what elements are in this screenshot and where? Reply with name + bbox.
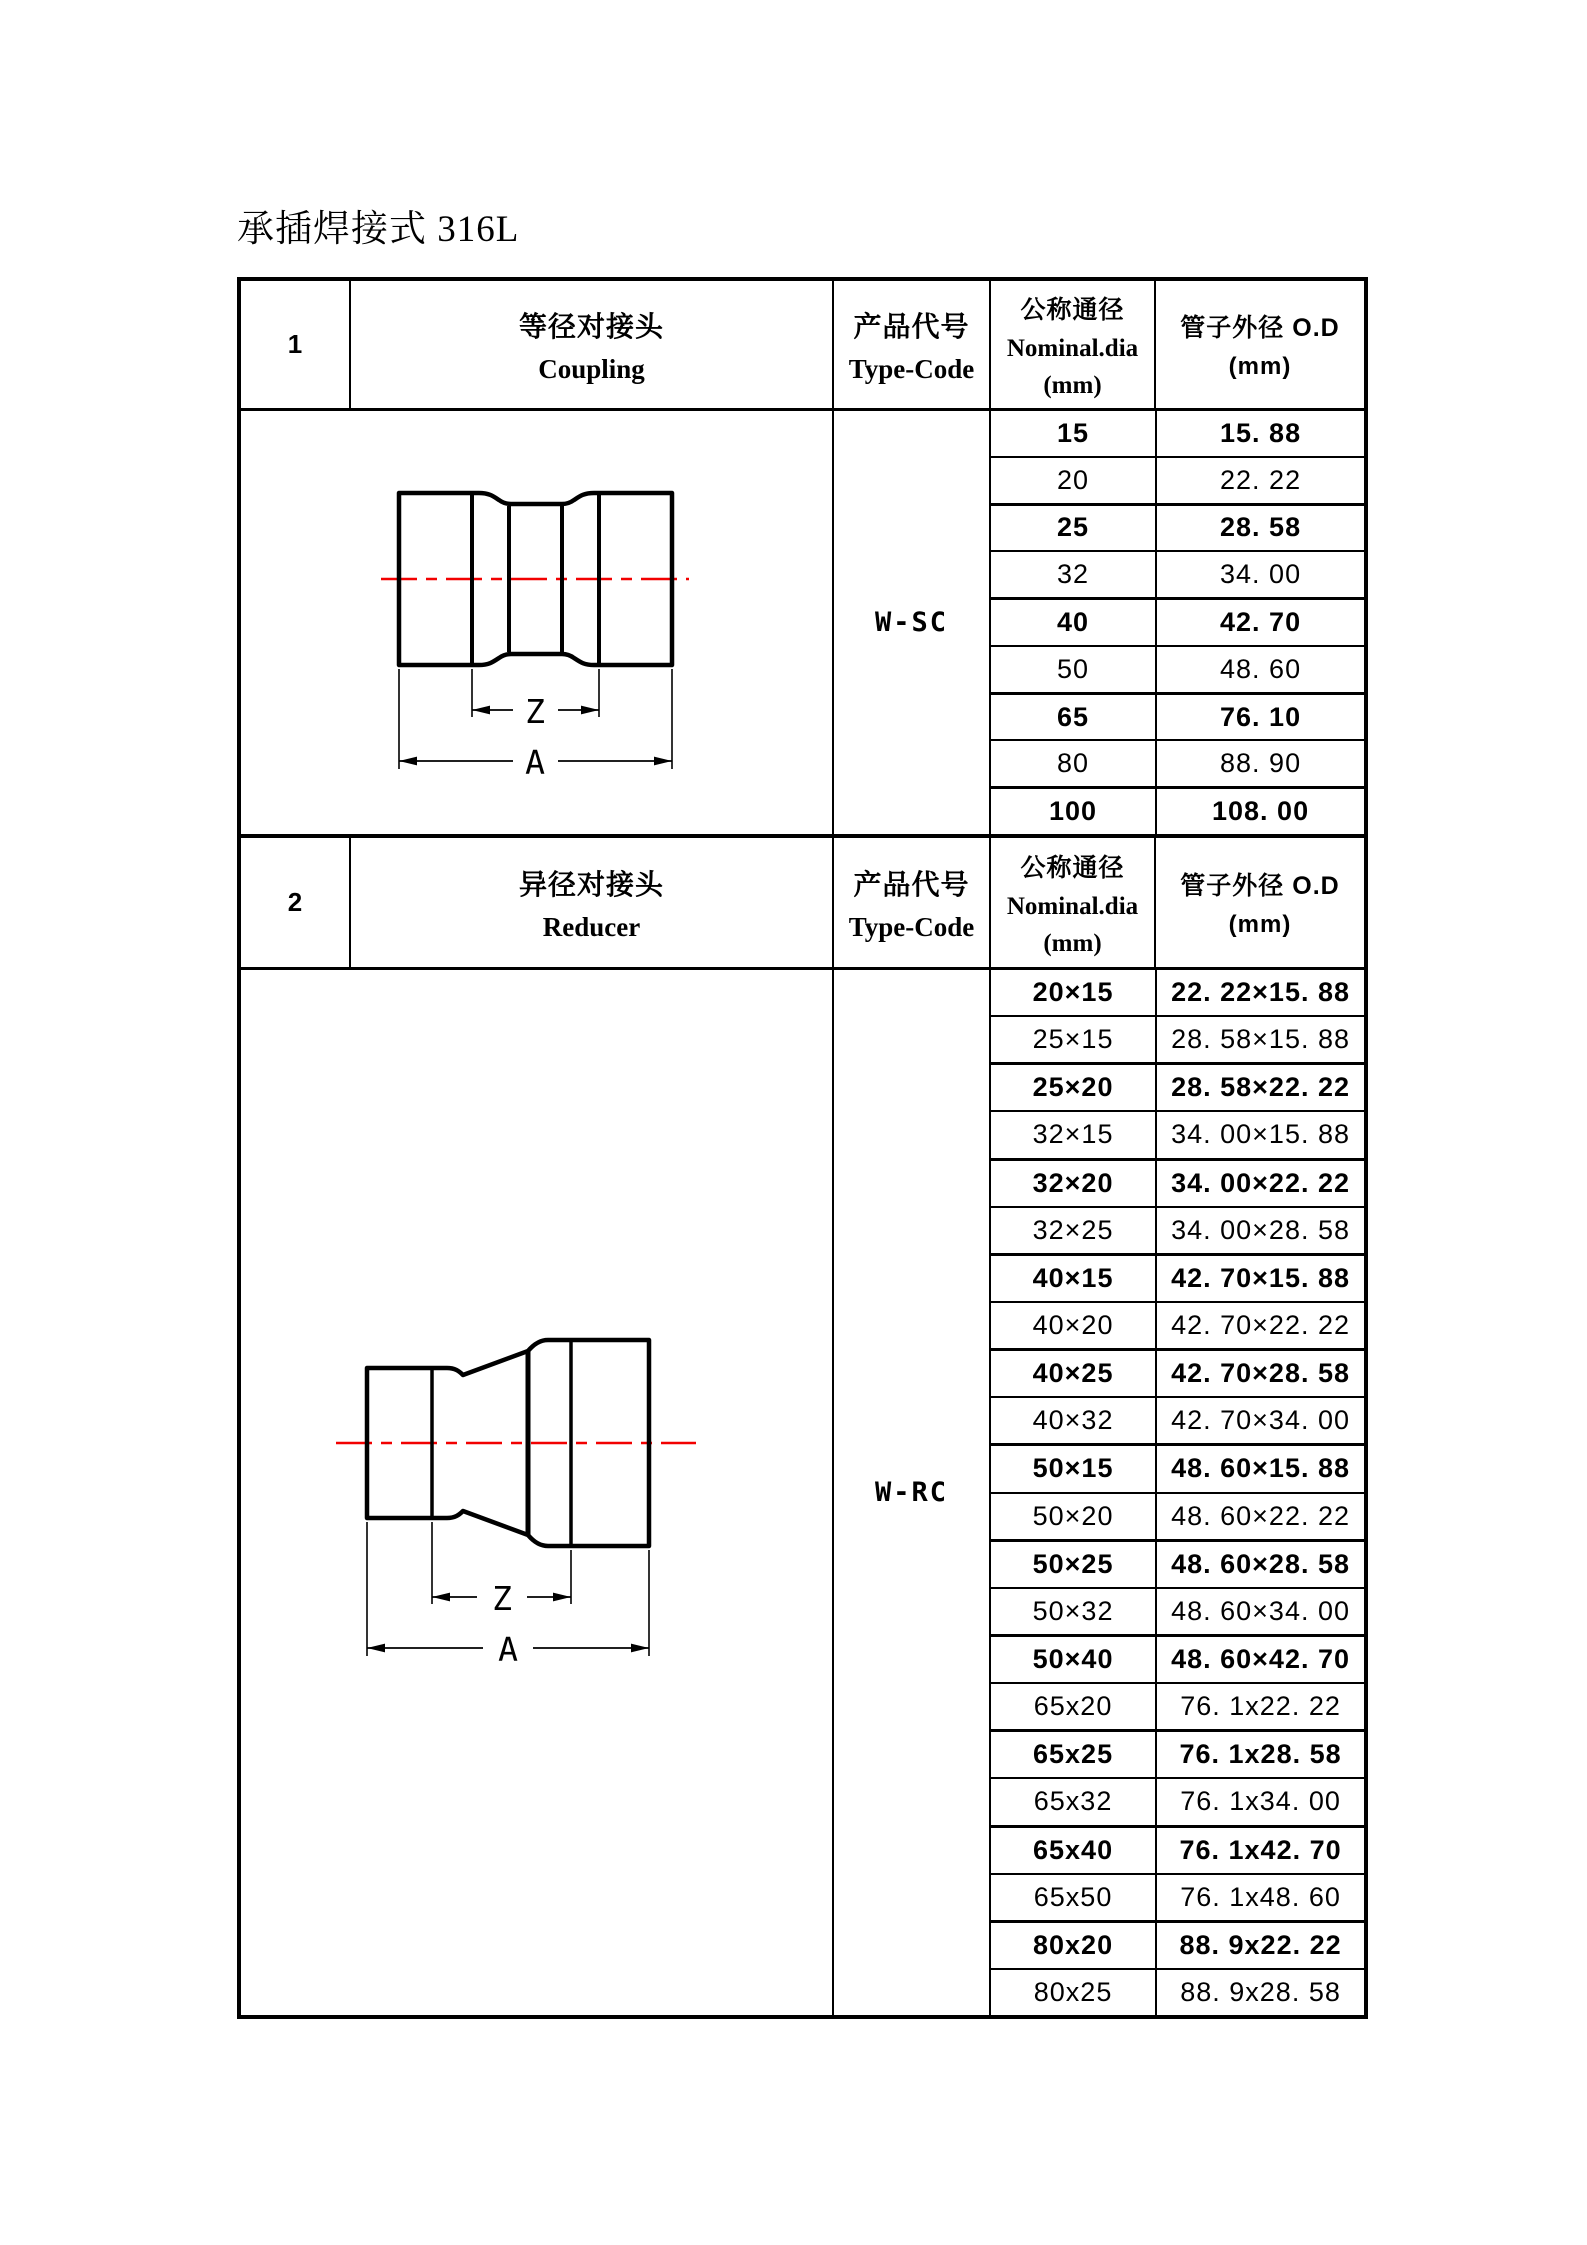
nominal-dia-cell: 25×20 <box>1032 1072 1114 1103</box>
type-code-label-cn: 产品代号 <box>853 310 970 342</box>
type-code-label-en: Type-Code <box>848 353 975 384</box>
nominal-dia-label-cn: 公称通径 <box>1020 853 1125 882</box>
page-title: 承插焊接式 316L <box>237 209 520 250</box>
nominal-dia-cell: 40 <box>1057 607 1090 638</box>
nominal-dia-cell: 50×20 <box>1032 1500 1114 1531</box>
outer-dia-unit: (mm) <box>1228 911 1292 938</box>
outer-dia-unit: (mm) <box>1228 353 1292 380</box>
outer-dia-cell: 34. 00 <box>1155 552 1364 597</box>
nominal-dia-cell: 50×15 <box>1032 1453 1114 1484</box>
table-row <box>991 550 1364 597</box>
nominal-dia-cell: 20 <box>1057 464 1090 495</box>
outer-dia-cell: 42. 70×22. 22 <box>1155 1303 1364 1348</box>
product-name-cn: 异径对接头 <box>518 868 664 900</box>
table-row <box>991 1443 1364 1491</box>
nominal-dia-cell: 20×15 <box>1032 977 1114 1008</box>
outer-dia-cell: 34. 00×15. 88 <box>1155 1112 1364 1157</box>
outer-dia-cell: 28. 58 <box>1155 506 1364 551</box>
table-row <box>991 645 1364 692</box>
type-code-label-en: Type-Code <box>848 911 975 942</box>
outer-dia-cell: 48. 60×22. 22 <box>1155 1494 1364 1539</box>
reducer-header-row <box>241 838 1364 970</box>
outer-dia-cell: 48. 60×42. 70 <box>1155 1637 1364 1682</box>
dim-label-a: A <box>525 743 545 782</box>
table-row <box>991 1062 1364 1110</box>
type-code-value: W-SC <box>832 411 989 834</box>
nominal-dia-cell: 15 <box>1057 417 1090 448</box>
product-name-header <box>349 281 832 408</box>
outer-dia-cell: 48. 60 <box>1155 647 1364 692</box>
outer-dia-cell: 34. 00×28. 58 <box>1155 1208 1364 1253</box>
dim-label-z: Z <box>525 692 545 731</box>
outer-dia-cell: 88. 90 <box>1155 741 1364 786</box>
table-row <box>991 1729 1364 1777</box>
product-name-cn: 等径对接头 <box>518 310 664 342</box>
outer-dia-header <box>1154 281 1364 408</box>
nominal-dia-cell: 80 <box>1057 748 1090 779</box>
outer-dia-cell: 42. 70×28. 58 <box>1155 1351 1364 1396</box>
table-row <box>991 1539 1364 1587</box>
product-name-en: Coupling <box>538 353 645 384</box>
outer-dia-cell: 76. 1x42. 70 <box>1155 1828 1364 1873</box>
nominal-dia-cell: 40×20 <box>1032 1310 1114 1341</box>
nominal-dia-unit: (mm) <box>1043 371 1102 399</box>
nominal-dia-cell: 65 <box>1057 701 1090 732</box>
outer-dia-cell: 76. 1x34. 00 <box>1155 1779 1364 1824</box>
outer-dia-cell: 108. 00 <box>1155 789 1364 834</box>
fittings-table <box>237 277 1368 2019</box>
nominal-dia-cell: 65x40 <box>1033 1834 1114 1865</box>
outer-dia-cell: 15. 88 <box>1155 411 1364 456</box>
table-row <box>991 1873 1364 1920</box>
table-row <box>991 1920 1364 1968</box>
table-row <box>991 1777 1364 1824</box>
type-code-header <box>832 838 989 967</box>
outer-dia-label-cn: 管子外径 O.D <box>1180 872 1340 900</box>
product-name-header <box>349 838 832 967</box>
section-number: 1 <box>287 329 303 359</box>
nominal-dia-cell: 32×25 <box>1032 1214 1114 1245</box>
nominal-dia-label-en: Nominal.dia <box>1006 334 1139 362</box>
nominal-dia-cell: 40×25 <box>1032 1358 1114 1389</box>
dim-label-z: Z <box>492 1579 512 1618</box>
nominal-dia-cell: 32×20 <box>1032 1167 1114 1198</box>
outer-dia-cell: 28. 58×22. 22 <box>1155 1065 1364 1110</box>
table-row <box>991 786 1364 834</box>
table-row <box>991 1634 1364 1682</box>
product-name-en: Reducer <box>542 911 641 942</box>
reducer-size-rows <box>989 970 1364 2015</box>
coupling-body <box>241 411 1364 834</box>
table-row <box>991 411 1364 456</box>
table-row <box>991 1396 1364 1443</box>
outer-dia-cell: 48. 60×15. 88 <box>1155 1446 1364 1491</box>
outer-dia-cell: 48. 60×28. 58 <box>1155 1542 1364 1587</box>
nominal-dia-cell: 80x20 <box>1033 1929 1114 1960</box>
outer-dia-cell: 88. 9x28. 58 <box>1155 1970 1364 2015</box>
coupling-section <box>241 281 1364 834</box>
outer-dia-cell: 34. 00×22. 22 <box>1155 1161 1364 1206</box>
outer-dia-cell: 76. 1x22. 22 <box>1155 1684 1364 1729</box>
nominal-dia-cell: 50×32 <box>1032 1595 1114 1626</box>
nominal-dia-cell: 32×15 <box>1032 1119 1114 1150</box>
table-row <box>991 1301 1364 1348</box>
table-row <box>991 1110 1364 1157</box>
nominal-dia-label-cn: 公称通径 <box>1020 295 1125 324</box>
outer-dia-cell: 42. 70×15. 88 <box>1155 1256 1364 1301</box>
nominal-dia-cell: 25 <box>1057 512 1090 543</box>
coupling-header-row <box>241 281 1364 411</box>
coupling-size-rows <box>989 411 1364 834</box>
outer-dia-cell: 22. 22 <box>1155 458 1364 503</box>
nominal-dia-cell: 50×25 <box>1032 1548 1114 1579</box>
reducer-body <box>241 970 1364 2015</box>
nominal-dia-cell: 65x50 <box>1033 1881 1113 1912</box>
outer-dia-cell: 76. 1x28. 58 <box>1155 1732 1364 1777</box>
nominal-dia-cell: 32 <box>1057 559 1090 590</box>
table-row <box>991 503 1364 551</box>
nominal-dia-cell: 65x32 <box>1033 1786 1113 1817</box>
outer-dia-header <box>1154 838 1364 967</box>
table-row <box>991 1253 1364 1301</box>
nominal-dia-cell: 50 <box>1057 653 1090 684</box>
table-row <box>991 1587 1364 1634</box>
table-row <box>991 1492 1364 1539</box>
nominal-dia-header <box>989 838 1154 967</box>
reducer-diagram <box>241 970 832 2015</box>
outer-dia-cell: 42. 70 <box>1155 600 1364 645</box>
table-row <box>991 1348 1364 1396</box>
table-row <box>991 1015 1364 1062</box>
nominal-dia-cell: 25×15 <box>1032 1024 1114 1055</box>
nominal-dia-header <box>989 281 1154 408</box>
reducer-section <box>241 834 1364 2015</box>
table-row <box>991 1825 1364 1873</box>
outer-dia-cell: 88. 9x22. 22 <box>1155 1923 1364 1968</box>
table-row <box>991 739 1364 786</box>
nominal-dia-cell: 40×32 <box>1032 1405 1114 1436</box>
row-number-cell <box>241 281 349 408</box>
nominal-dia-cell: 65x25 <box>1033 1739 1114 1770</box>
outer-dia-cell: 28. 58×15. 88 <box>1155 1017 1364 1062</box>
nominal-dia-unit: (mm) <box>1043 929 1102 957</box>
table-row <box>991 1206 1364 1253</box>
type-code-value: W-RC <box>832 970 989 2015</box>
dim-label-a: A <box>498 1630 518 1669</box>
outer-dia-cell: 22. 22×15. 88 <box>1155 970 1364 1015</box>
table-row <box>991 456 1364 503</box>
table-row <box>991 1682 1364 1729</box>
outer-dia-cell: 76. 10 <box>1155 695 1364 740</box>
outer-dia-cell: 48. 60×34. 00 <box>1155 1589 1364 1634</box>
table-row <box>991 597 1364 645</box>
nominal-dia-cell: 65x20 <box>1033 1691 1113 1722</box>
outer-dia-cell: 42. 70×34. 00 <box>1155 1398 1364 1443</box>
row-number-cell <box>241 838 349 967</box>
reducer-drawing <box>241 970 832 2015</box>
type-code-header <box>832 281 989 408</box>
coupling-diagram <box>241 411 832 834</box>
outer-dia-label-cn: 管子外径 O.D <box>1180 314 1340 342</box>
section-number: 2 <box>287 887 303 917</box>
nominal-dia-cell: 100 <box>1049 796 1098 827</box>
table-row <box>991 692 1364 740</box>
outer-dia-cell: 76. 1x48. 60 <box>1155 1875 1364 1920</box>
nominal-dia-cell: 80x25 <box>1033 1977 1113 2008</box>
nominal-dia-label-en: Nominal.dia <box>1006 892 1139 920</box>
coupling-drawing <box>241 411 832 834</box>
table-row <box>991 1158 1364 1206</box>
type-code-label-cn: 产品代号 <box>853 868 970 900</box>
table-row <box>991 1968 1364 2015</box>
nominal-dia-cell: 50×40 <box>1032 1644 1114 1675</box>
nominal-dia-cell: 40×15 <box>1032 1262 1114 1293</box>
table-row <box>991 970 1364 1015</box>
